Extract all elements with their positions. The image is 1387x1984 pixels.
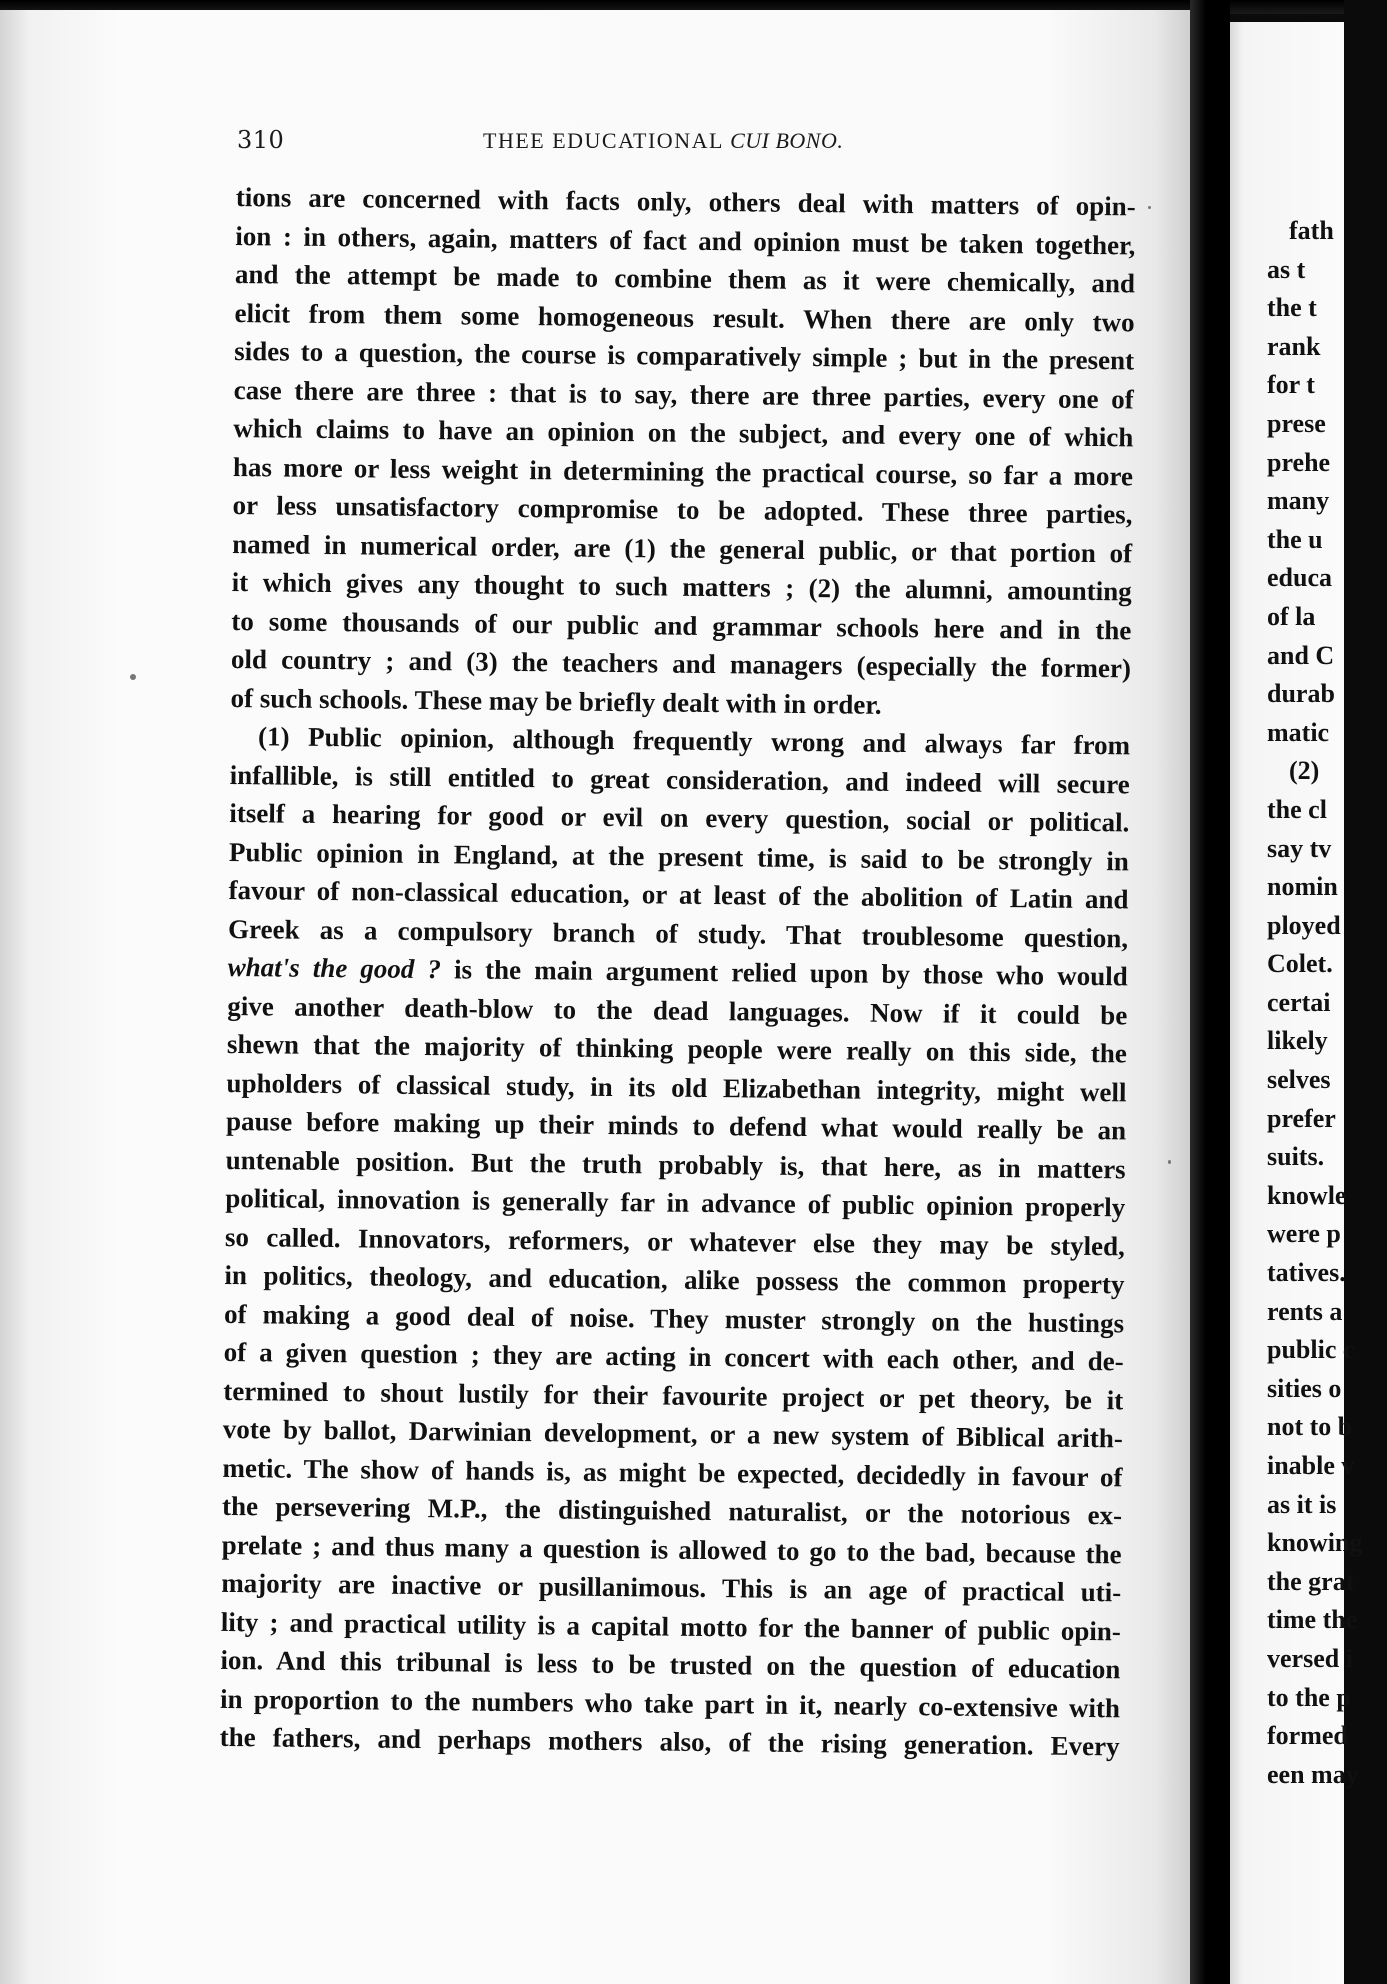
text-line: upholders of classical study, in its old Elizabethan integrity, might well xyxy=(226,1067,1127,1107)
text-line: shewn that the majority of thinking people were really on this side, the xyxy=(226,1028,1128,1069)
right-page-line: matic xyxy=(1267,717,1330,747)
text-line: itself a hearing for good or evil on every question, social or political. xyxy=(229,797,1130,838)
text-line: which claims to have an opinion on the subject, and every one of which xyxy=(233,412,1134,453)
right-page-line: sities o xyxy=(1267,1373,1342,1403)
right-page-line: suits. xyxy=(1267,1142,1325,1172)
text-line: the fathers, and perhaps mothers also, of the rising generation. Every xyxy=(219,1721,1120,1762)
running-head xyxy=(237,122,897,162)
text-line: vote by ballot, Darwinian development, or a new system of Biblical arith- xyxy=(222,1413,1124,1454)
text-line: pause before making up their minds to defend what would really be an xyxy=(225,1105,1127,1146)
text-line: of a given question ; they are acting in concert with each other, and de- xyxy=(223,1336,1124,1377)
text-line: sides to a question, the course is comparatively simple ; but in the present xyxy=(234,335,1135,376)
right-page-line: Colet. xyxy=(1267,949,1333,979)
right-page-line: versed i xyxy=(1267,1643,1353,1673)
text-line: so called. Innovators, reformers, or whatever else they may be styled, xyxy=(224,1221,1126,1261)
right-page-line: for t xyxy=(1267,370,1315,400)
text-line: in politics, theology, and education, alike possess the common property xyxy=(224,1259,1125,1300)
text-line: prelate ; and thus many a question is allowed to go to the bad, because the xyxy=(221,1529,1122,1569)
text-line: ion. And this tribunal is less to be trusted on the question of education xyxy=(220,1644,1121,1685)
right-page-line: ployed xyxy=(1267,910,1341,940)
text-line: give another death-blow to the dead languages. Now if it could be xyxy=(227,990,1128,1030)
text-line: has more or less weight in determining the practical course, so far a more xyxy=(232,451,1134,491)
right-page-line: nomin xyxy=(1267,872,1338,902)
book-gutter xyxy=(1190,0,1230,1984)
text-line: tions are concerned with facts only, others deal with matters of opin- xyxy=(235,181,1136,222)
text-line: favour of non-classical education, or at least of the abolition of Latin and xyxy=(228,874,1129,915)
right-page xyxy=(1230,22,1363,1984)
right-page-line: fath xyxy=(1289,216,1334,245)
text-line: elicit from them some homogeneous result. When there are only two xyxy=(234,297,1135,337)
text-line: of making a good deal of noise. They muster strongly on the hustings xyxy=(223,1298,1125,1338)
text-line: Public opinion in England, at the present time, is said to be strongly in xyxy=(228,836,1130,876)
page-number: 310 xyxy=(237,126,285,154)
right-page-text xyxy=(1267,212,1387,1794)
scan-speck xyxy=(1168,1160,1171,1164)
scan-speck xyxy=(1148,206,1151,209)
right-page-line: the u xyxy=(1267,524,1323,554)
right-page-line: as it is xyxy=(1267,1489,1337,1519)
text-line: ion : in others, again, matters of fact and opinion must be taken together, xyxy=(235,220,1136,260)
right-page-line: knowing xyxy=(1267,1528,1363,1558)
right-page-line: not to b xyxy=(1267,1412,1353,1442)
right-page-line: public c xyxy=(1267,1335,1355,1365)
right-page-line: prehe xyxy=(1267,447,1331,477)
right-page-line: the t xyxy=(1267,293,1317,323)
running-head-title xyxy=(483,128,843,154)
right-page-line: prese xyxy=(1267,408,1326,438)
text-line: named in numerical order, are (1) the general public, or that portion of xyxy=(232,528,1133,568)
right-page-line: were p xyxy=(1267,1219,1341,1249)
text-line: majority are inactive or pusillanimous. This is an age of practical uti- xyxy=(221,1567,1122,1608)
right-page-line: tatives. xyxy=(1267,1258,1346,1288)
right-page-line: knowle xyxy=(1267,1180,1347,1210)
text-line: political, innovation is generally far in advance of public opinion properly xyxy=(225,1182,1126,1223)
right-page-line: to the p xyxy=(1267,1682,1351,1712)
scan-speck xyxy=(130,674,136,680)
text-line: of such schools. These may be briefly dealt with in order. xyxy=(230,682,882,720)
text-line: (1) Public opinion, although frequently wrong and always far from xyxy=(257,721,1131,761)
right-page-line: certai xyxy=(1267,987,1331,1017)
text-line-rest: is the main argument relied upon by those who would xyxy=(453,954,1128,992)
right-page-line: the grat xyxy=(1267,1566,1355,1596)
italic-phrase: what's the good ? xyxy=(227,951,442,985)
right-page-line: formed xyxy=(1267,1721,1348,1751)
right-page-line: the cl xyxy=(1267,794,1327,824)
right-page-line: likely xyxy=(1267,1026,1328,1056)
text-line: lity ; and practical utility is a capital motto for the banner of public opin- xyxy=(220,1606,1121,1646)
text-line: metic. The show of hands is, as might be expected, decidedly in favour of xyxy=(222,1452,1123,1492)
right-page-line: time the xyxy=(1267,1605,1358,1635)
right-page-line: prefer xyxy=(1267,1103,1336,1133)
text-line: Greek as a compulsory branch of study. That troublesome question, xyxy=(227,913,1129,953)
right-page-line: rank xyxy=(1267,331,1321,361)
text-line: untenable position. But the truth probably is, that here, as in matters xyxy=(225,1144,1126,1184)
body-text xyxy=(219,178,1135,1766)
text-line: in proportion to the numbers who take part in it, nearly co-extensive with xyxy=(219,1683,1121,1723)
right-page-line: rents a xyxy=(1267,1296,1343,1326)
text-line: case there are three : that is to say, there are three parties, every one of xyxy=(233,374,1134,414)
right-page-line: durab xyxy=(1267,679,1335,709)
right-page-line: as t xyxy=(1267,254,1306,284)
text-line: termined to shout lustily for their favourite project or pet theory, be it xyxy=(223,1375,1124,1415)
text-line: the persevering M.P., the distinguished naturalist, or the notorious ex- xyxy=(221,1490,1123,1531)
text-line: infallible, is still entitled to great consideration, and indeed will secure xyxy=(229,759,1130,799)
right-page-line: educa xyxy=(1267,563,1332,593)
left-page xyxy=(0,10,1190,1984)
right-page-line: een may xyxy=(1267,1759,1359,1789)
right-page-line: selves xyxy=(1267,1065,1331,1095)
right-page-line: (2) xyxy=(1289,756,1320,786)
text-line: or less unsatisfactory compromise to be adopted. These three parties, xyxy=(232,489,1133,530)
text-line: to some thousands of our public and grammar schools here and in the xyxy=(231,605,1132,645)
text-line: it which gives any thought to such matters ; (2) the alumni, amounting xyxy=(231,566,1132,607)
running-head-title-italic: CUI BONO. xyxy=(730,128,844,153)
right-page-line: say tv xyxy=(1267,833,1332,863)
right-page-line: many xyxy=(1267,486,1330,516)
text-line: and the attempt be made to combine them as it were chemically, and xyxy=(234,258,1136,299)
right-page-line: inable v xyxy=(1267,1451,1355,1480)
text-line: old country ; and (3) the teachers and managers (especially the former) xyxy=(230,643,1132,684)
right-page-line: and C xyxy=(1267,640,1335,670)
right-page-line: of la xyxy=(1267,601,1316,631)
running-head-title-roman: THEE EDUCATIONAL xyxy=(483,128,731,153)
